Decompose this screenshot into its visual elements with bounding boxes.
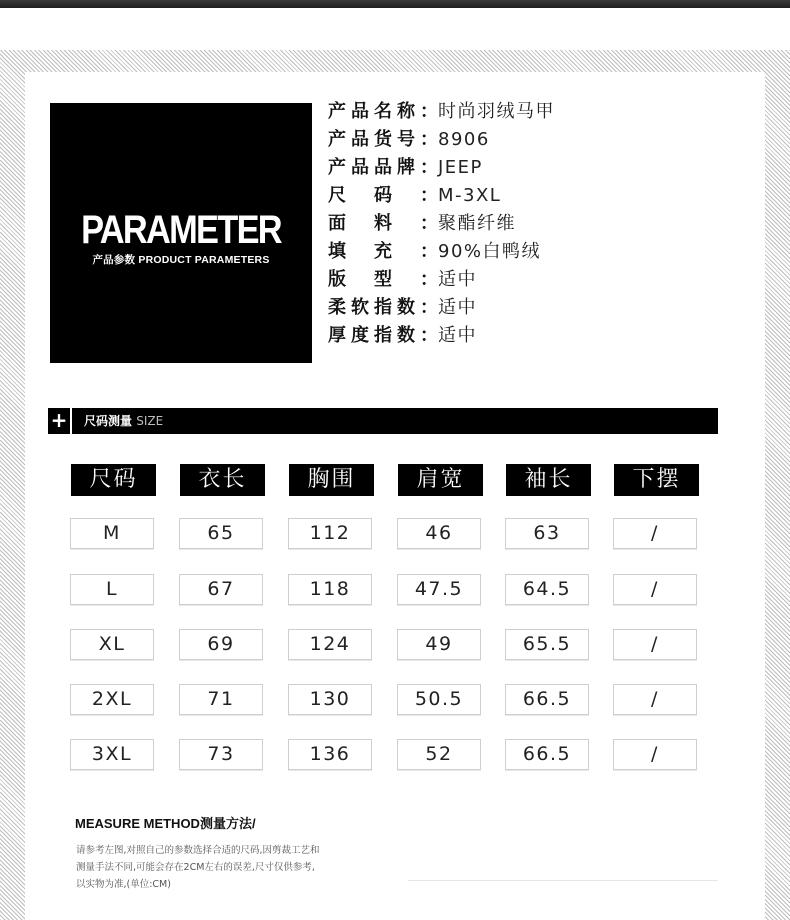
info-label: 填充：: [328, 241, 438, 262]
info-value: 适中: [438, 269, 477, 290]
size-table-cell: 69: [179, 629, 263, 660]
size-table-cell: L: [70, 574, 154, 605]
size-table-cell: 67: [179, 574, 263, 605]
info-value: 8906: [438, 129, 490, 150]
size-table-cell: 73: [179, 739, 263, 770]
size-table-cell: 65.5: [505, 629, 589, 660]
info-value: 90%白鸭绒: [438, 241, 542, 262]
size-table-cell: 64.5: [505, 574, 589, 605]
info-row-filling: [328, 238, 628, 266]
size-header-cell: 胸围: [289, 464, 374, 496]
info-row-fabric: [328, 210, 628, 238]
size-table-cell: 65: [179, 518, 263, 549]
info-value: 适中: [438, 325, 477, 346]
parameter-subtitle: 产品参数 PRODUCT PARAMETERS: [92, 254, 270, 266]
measure-method-title: MEASURE METHOD测量方法/: [75, 816, 256, 831]
measure-method-note: [76, 842, 386, 893]
size-table-cell: 66.5: [505, 739, 589, 770]
size-section-title: [84, 408, 163, 434]
parameter-block: [50, 103, 312, 363]
info-value: 时尚羽绒马甲: [438, 101, 555, 122]
info-label: 产品货号：: [328, 129, 438, 150]
measure-note-line: 以实物为准,(单位:CM): [76, 879, 171, 890]
size-table-cell: 71: [179, 684, 263, 715]
size-table-cell: 46: [397, 518, 481, 549]
size-header-cell: 下摆: [614, 464, 699, 496]
info-row-size: [328, 182, 628, 210]
info-value: 适中: [438, 297, 477, 318]
size-section-bar: [48, 408, 718, 434]
size-table-cell: 49: [397, 629, 481, 660]
product-info-list: [328, 98, 628, 350]
size-header-cell: 肩宽: [398, 464, 483, 496]
info-value: JEEP: [438, 157, 483, 178]
info-row-sku: [328, 126, 628, 154]
info-label: 产品名称：: [328, 101, 438, 122]
size-table-cell: /: [613, 574, 697, 605]
info-label: 柔软指数：: [328, 297, 438, 318]
info-label: 产品品牌：: [328, 157, 438, 178]
info-label: 厚度指数：: [328, 325, 438, 346]
info-label: 尺码：: [328, 185, 438, 206]
size-table-cell: 2XL: [70, 684, 154, 715]
size-table-cell: 47.5: [397, 574, 481, 605]
size-table-cell: XL: [70, 629, 154, 660]
info-value: 聚酯纤维: [438, 213, 516, 234]
info-row-fit: [328, 266, 628, 294]
size-table-cell: /: [613, 518, 697, 549]
size-table-cell: 130: [288, 684, 372, 715]
info-row-thickness: [328, 322, 628, 350]
measure-note-line: 请参考左图,对照自己的参数选择合适的尺码,因剪裁工艺和: [76, 845, 320, 856]
size-table-cell: M: [70, 518, 154, 549]
info-row-name: [328, 98, 628, 126]
size-section-sub: SIZE: [136, 414, 164, 428]
size-table-cell: /: [613, 629, 697, 660]
size-table-cell: 118: [288, 574, 372, 605]
size-table-cell: 50.5: [397, 684, 481, 715]
top-image-strip: [0, 0, 790, 8]
info-label: 版型：: [328, 269, 438, 290]
size-table-cell: 52: [397, 739, 481, 770]
size-table-cell: 66.5: [505, 684, 589, 715]
size-header-cell: 尺码: [71, 464, 156, 496]
divider: [408, 880, 718, 881]
size-table-cell: /: [613, 739, 697, 770]
size-header-cell: 衣长: [180, 464, 265, 496]
size-table-cell: 63: [505, 518, 589, 549]
size-header-cell: 袖长: [506, 464, 591, 496]
size-table-cell: 124: [288, 629, 372, 660]
measure-note-line: 测量手法不同,可能会存在2CM左右的误差,尺寸仅供参考,: [76, 862, 315, 873]
parameter-title: PARAMETER: [81, 208, 281, 252]
size-table-cell: /: [613, 684, 697, 715]
size-table-cell: 3XL: [70, 739, 154, 770]
size-table-cell: 136: [288, 739, 372, 770]
info-row-softness: [328, 294, 628, 322]
info-row-brand: [328, 154, 628, 182]
info-label: 面料：: [328, 213, 438, 234]
size-table-cell: 112: [288, 518, 372, 549]
info-value: M-3XL: [438, 185, 502, 206]
size-section-label: 尺码测量: [84, 414, 133, 428]
plus-icon: +: [48, 408, 72, 434]
